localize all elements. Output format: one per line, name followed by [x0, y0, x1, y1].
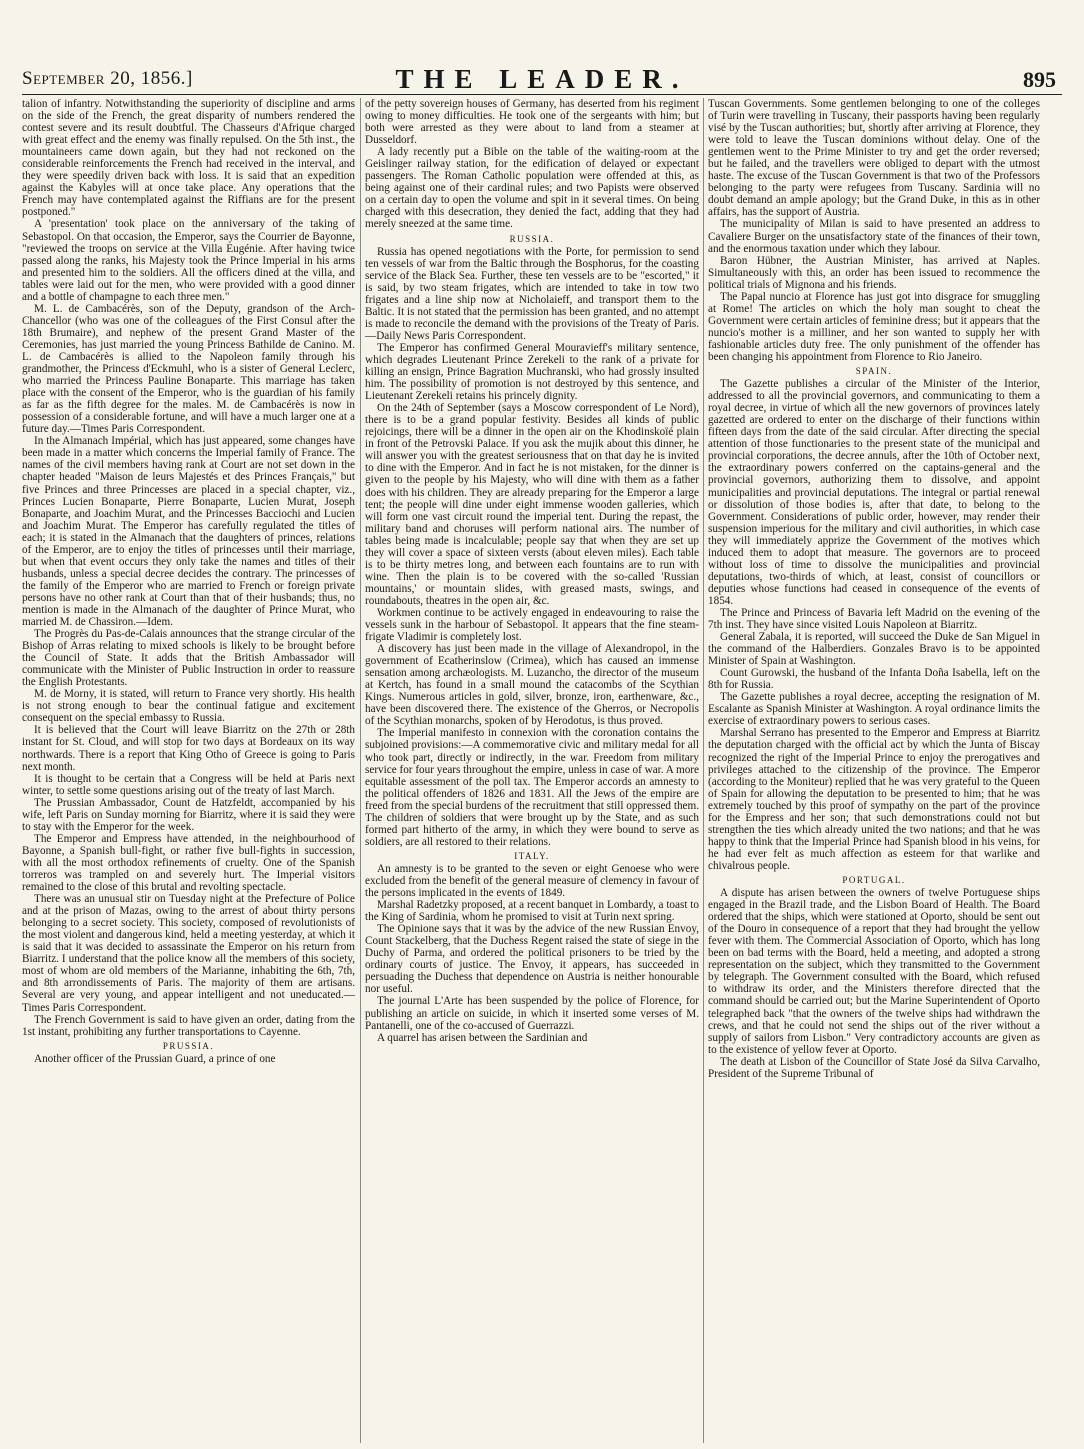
column-1 [22, 98, 355, 1448]
article-paragraph: Marshal Serrano has presented to the Emperor and Empress at Biarritz the deputation charged with the official act by which the Junta of Biscay recognized the right of the Imperial Prince to enjoy the prerogatives and privileges attached to the citizenship of the province. The Emperor (according to the Moniteur) replied that he was very grateful to the Queen of Spain for allowing the deputation to be presented to him; that he was extremely touched by this proof of sympathy on the part of the province for the Empress and her son; that such demonstrations could not but strengthen the ties which already united the two nations; and that he was happy to think that the Imperial Prince had Spanish blood in his veins, for he had ever felt as much affection as esteem for that warlike and chivalrous people. [708, 727, 1040, 872]
article-paragraph: The Emperor and Empress have attended, in the neighbourhood of Bayonne, a Spanish bull-fight, or rather five bull-fights in succession, with all the most orthodox refinements of cruelty. One of the Spanish torreros was trampled on and severely hurt. The Imperial visitors remained to the close of this brutal and revolting spectacle. [22, 832, 355, 894]
article-paragraph: On the 24th of September (says a Moscow correspondent of Le Nord), there is to be a grand popular festivity. Besides all kinds of public rejoicings, there will be a dinner in the open air on the Khodinskoïé plain in front of the Petrovski Palace. If you ask the mujik about this dinner, he will answer you with the greatest seriousness that on that day he is invited to dine with the Emperor. And in fact he is not mistaken, for the dinner is given to the people by his Majesty, who will dine with them as a father does with his children. They are already preparing for the Emperor a large tent; the people will dine under eight immense wooden galleries, which will form one vast circuit round the imperial tent. During the repast, the military band and choruses will perform national airs. The number of tables being made is incalculable; people say that when they are set up they will cover a space of sixteen versts (about eleven miles). Each table is to be thirty metres long, and between each fountains are to run with wine. Then the plain is to be covered with the so-called 'Russian mountains,' or mountain slides, with greased masts, swings, and roundabouts, theatres in the open air, &c. [365, 402, 699, 607]
article-paragraph: of the petty sovereign houses of Germany, has deserted from his regiment owing to money difficulties. He took one of the sergeants with him; but both were arrested as they were about to land from a steamer at Dusseldorf. [365, 98, 699, 147]
issue-date: September 20, 1856.] [22, 68, 193, 89]
article-paragraph: Marshal Radetzky proposed, at a recent banquet in Lombardy, a toast to the King of Sardinia, whom he promised to visit at Turin next spring. [365, 899, 699, 924]
header-rule [22, 94, 1062, 95]
article-paragraph: An amnesty is to be granted to the seven or eight Genoese who were excluded from the benefit of the general measure of clemency in favour of the persons implicated in the events of 1849. [365, 862, 699, 900]
article-paragraph: The death at Lisbon of the Councillor of State José da Silva Carvalho, President of the Supreme Tribunal of [708, 1055, 1040, 1080]
section-heading-prussia: PRUSSIA. [162, 1040, 215, 1051]
article-paragraph: The journal L'Arte has been suspended by the police of Florence, for publishing an article on suicide, in which it inserted some verses of M. Pantanelli, one of the co-accused of Guerrazzi. [365, 995, 699, 1032]
article-paragraph: The Prussian Ambassador, Count de Hatzfeldt, accompanied by his wife, left Paris on Sunday morning for Biarritz, where it is said they were to stay with the Emperor for the week. [22, 796, 355, 833]
article-paragraph: Russia has opened negotiations with the Porte, for permission to send ten vessels of war from the Baltic through the Bosphorus, for the coasting service of the Black Sea. Further, these ten vessels are to be "escorted," it is said, by two steam frigates, which are intended to take in tow two frigates and a line ship now at Nicholaieff, and transport them to the Baltic. It is not stated that the permission has been granted, and no attempt is made to reconcile the demand with the provisions of the Treaty of Paris.—Daily News Paris Correspondent. [365, 245, 699, 342]
article-paragraph: In the Almanach Impérial, which has just appeared, some changes have been made in a matter which concerns the Imperial family of France. The names of the civil members having rank at Court are not set down in the chapter headed "Maison de leurs Majestés et des Princes Français," but five Princes and three Princesses are placed in a special chapter, viz., Princes Lucien Bonaparte, Pierre Bonaparte, Lucien Murat, Joseph Bonaparte, and Joachim Murat, and the Princesses Bacciochi and Lucien and Joachim Murat. The Emperor has carefully regulated the titles of each; it is stated in the Almanach that the daughters of princes, relations of the Emperor, are to enjoy the titles of princesses until their marriage, but when that event occurs they only take the names and titles of their husbands, unless a special decree decides the contrary. The princesses of the family of the Emperor who are married to French or foreign private persons have no other rank at Court than that of their husbands; thus, no mention is made in the Almanach of the daughter of Prince Murat, who married M. de Chassiron.—Idem. [22, 435, 355, 629]
section-heading-italy: ITALY. [514, 850, 550, 861]
page-header [22, 58, 1062, 98]
page-number: 895 [1023, 67, 1056, 92]
article-paragraph: Tuscan Governments. Some gentlemen belonging to one of the colleges of Turin were travelling in Tuscany, their passports having been regularly visé by the Tuscan authorities; but, shortly after arriving at Florence, they were told to leave the Tuscan dominions without delay. One of the gentlemen went to the Prime Minister to try and get the order reversed; but he failed, and the travellers were obliged to depart with the utmost haste. The excuse of the Tuscan Government is that two of the Professors belonging to the party were refugees from Tuscany. Sardinia will no doubt demand an ample apology; but the Grand Duke, in this as in other affairs, has the support of Austria. [708, 98, 1040, 219]
article-paragraph: The Emperor has confirmed General Mouravieff's military sentence, which degrades Lieutenant Prince Zerekeli to the rank of a private for killing an ensign, Prince Bagration Muchranski, who had grossly insulted him. The possibility of promotion is not destroyed by this sentence, and Lieutenant Zerekeli retains his princely dignity. [365, 341, 699, 403]
masthead-title: THE LEADER. [395, 64, 689, 94]
section-heading-portugal: PORTUGAL. [842, 875, 906, 885]
article-paragraph: There was an unusual stir on Tuesday night at the Prefecture of Police and at the prison of Mazas, owing to the arrest of about thirty persons belonging to a secret society. This society, composed of revolutionists of the most violent and dangerous kind, held a meeting yesterday, at which it is said that it was decided to assassinate the Emperor on his return from Biarritz. I understand that the police know all the members of this society, most of whom are old members of the Marianne, inhabiting the 6th, 7th, and 8th arrondissements of Paris. The majority of them are artisans. Several are very young, and appear intelligent and not uneducated.—Times Paris Correspondent. [22, 893, 355, 1014]
column-divider [360, 98, 361, 1443]
section-heading-spain: SPAIN. [855, 366, 893, 377]
column-divider [703, 98, 704, 1443]
article-paragraph: The Gazette publishes a royal decree, accepting the resignation of M. Escalante as Spanish Minister at Washington. A royal ordinance limits the exercise of extraordinary powers to serious cases. [708, 691, 1040, 728]
article-paragraph: The Gazette publishes a circular of the Minister of the Interior, addressed to all the provincial governors, and communicating to them a royal decree, in virtue of which all the new governors of provinces lately gazetted are ordered to enter on the discharge of their functions within fifteen days from the date of the said circular. After directing the special attention of those functionaries to the present state of the municipal and provincial corporations, the decree annuls, after the 10th of October next, the extraordinary powers conferred on the captains-general and the provincial governors, authorizing them to dissolve, and appoint municipalities and provincial deputations. The integral or partial renewal or dissolution of those bodies is, after that date, to belong to the Government. Considerations of public order, however, may render their suspension imperious for the military and civil authorities, in which case they will immediately apprize the Government of the motives which induced them to adopt that measure. The governors are to proceed without loss of time to dissolve the municipalities and provincial deputations, two-thirds of which, at least, consist of councillors or deputies whose functions had ceased in consequence of the events of 1854. [708, 378, 1040, 607]
article-paragraph: Baron Hübner, the Austrian Minister, has arrived at Naples. Simultaneously with this, an order has been issued to recommence the political trials of Mignona and his friends. [708, 254, 1040, 291]
article-paragraph: The French Government is said to have given an order, dating from the 1st instant, prohibiting any further transportations to Cayenne. [22, 1013, 355, 1038]
article-paragraph: Workmen continue to be actively engaged in endeavouring to raise the vessels sunk in the harbour of Sebastopol. It appears that the fine steam-frigate Vladimir is completely lost. [365, 606, 699, 644]
article-paragraph: General Zabala, it is reported, will succeed the Duke de San Miguel in the command of the Halberdiers. Gonzales Bravo is to be appointed Minister of Spain at Washington. [708, 631, 1040, 668]
article-paragraph: A quarrel has arisen between the Sardinian and [377, 1031, 588, 1044]
article-paragraph: It is believed that the Court will leave Biarritz on the 27th or 28th instant for St. Cloud, and will stop for two days at Bordeaux on its way northwards. There is a report that King Otho of Greece is going to Paris next month. [22, 724, 355, 773]
article-paragraph: The municipality of Milan is said to have presented an address to Cavaliere Burger on the unsatisfactory state of the finances of their town, and the enormous taxation under which they labour. [708, 218, 1040, 255]
section-heading-russia: RUSSIA. [509, 233, 555, 244]
article-paragraph: A discovery has just been made in the village of Alexandropol, in the government of Ecatherinslow (Crimea), which has caused an immense sensation among archæologists. M. Luzancho, the director of the museum at Kertch, has found in a small mound the catacombs of the Scythian Kings. Numerous articles in gold, silver, bronze, iron, earthenware, &c., have been discovered there. The existence of the Gherros, or Necropolis of the Scythian monarchs, spoken of by Herodotus, is thus proved. [365, 643, 699, 728]
article-paragraph: It is thought to be certain that a Congress will be held at Paris next winter, to settle some questions arising out of the treaty of last March. [22, 772, 355, 797]
article-paragraph: The Papal nuncio at Florence has just got into disgrace for smuggling at Rome! The articles on which the holy man sought to cheat the Government were certain articles of feminine dress; but it appears that the nuncio's mother is a milliner, and her son wanted to supply her with fashionable articles duty free. The only punishment of the offender has been changing his appointment from Florence to Rio Janeiro. [708, 290, 1040, 363]
article-paragraph: The Opinione says that it was by the advice of the new Russian Envoy, Count Stackelberg, that the Duchess Regent raised the state of siege in the Duchy of Parma, and ordered the political prisoners to be tried by the ordinary courts of justice. The Envoy, it appears, has succeeded in persuading the Duchess that dependence on Austria is neither honourable nor useful. [365, 923, 699, 996]
article-paragraph: Another officer of the Prussian Guard, a prince of one [34, 1052, 276, 1065]
article-paragraph: The Progrès du Pas-de-Calais announces that the strange circular of the Bishop of Arras relating to mixed schools is likely to be brought before the Council of State. It adds that the British Ambassador will communicate with the Minister of Public Instruction in order to reassure the English Protestants. [22, 628, 355, 689]
article-paragraph: A dispute has arisen between the owners of twelve Portuguese ships engaged in the Brazil trade, and the Lisbon Board of Health. The Board ordered that the ships, which were stationed at Oporto, should be sent out of the Douro in consequence of a report that they had brought the yellow fever with them. The Commercial Association of Oporto, which has long been on bad terms with the Board, held a meeting, and adopted a strong representation on the subject, which they transmitted to the Government by telegraph. The Government consulted with the Board, which refused to withdraw its order, and the Ministers therefore directed that the command should be carried out; but the Marine Superintendent of Oporto telegraphed back "that the owners of the twelve ships had withdrawn the crews, and that he could not send the ships out of the river without a supply of sailors from Lisbon." Very contradictory accounts are given as to the existence of yellow fever at Oporto. [708, 887, 1040, 1056]
column-3 [708, 98, 1040, 1448]
article-paragraph: M. L. de Cambacérès, son of the Deputy, grandson of the Arch-Chancellor (who was one of the colleagues of the First Consul after the 18th Brumaire), and nephew of the present Grand Master of the Ceremonies, has just married the young Princess Bathilde de Canino. M. L. de Cambacérès is allied to the Napoleon family through his grandmother, the Princess d'Eckmuhl, who is a sister of General Leclerc, who married the Princess Pauline Bonaparte. This marriage has taken place with the consent of the Emperor, who is the guardian of his family as far as the fifth degree for the males. M. de Cambacérès is now in possession of a considerable fortune, and will have a much larger one at a future day.—Times Paris Correspondent. [22, 302, 355, 436]
article-paragraph: talion of infantry. Notwithstanding the superiority of discipline and arms on the side of the French, the great disparity of numbers rendered the contest severe and its result doubtful. The Chasseurs d'Afrique charged with great effect and the enemy was finally repulsed. On the 5th inst., the mountaineers came down again, but they had not reckoned on the considerable reinforcements the French had received in the interval, and they were speedily driven back with loss. It is said that an expedition against the Kabyles will at once take place. Any operations that the French may have contemplated against the Riffians are for the present postponed." [22, 98, 355, 219]
article-paragraph: The Prince and Princess of Bavaria left Madrid on the evening of the 7th inst. They have since visited Louis Napoleon at Biarritz. [708, 606, 1040, 632]
article-paragraph: A 'presentation' took place on the anniversary of the taking of Sebastopol. On that occasion, the Emperor, says the Courrier de Bayonne, "reviewed the troops on service at the Villa Eugénie. After having twice passed along the ranks, his Majesty took the Prince Imperial in his arms and presented him to the soldiers. All the officers dined at the villa, and tables were laid out for the men, who were provided with a good dinner and a bottle of champagne to each three men." [22, 218, 355, 303]
article-paragraph: M. de Morny, it is stated, will return to France very shortly. His health is not strong enough to bear the continual fatigue and excitement consequent on the special embassy to Russia. [22, 688, 355, 725]
article-paragraph: A lady recently put a Bible on the table of the waiting-room at the Geislinger railway station, for the edification of delayed or expectant passengers. The Roman Catholic population were offended at this, as being against one of their cardinal rules; and two Papists were observed on a certain day to open the volume and spit in it several times. On being charged with this desecration, they denied the fact, adding that they had merely sneezed at the same time. [365, 146, 699, 231]
article-paragraph: The Imperial manifesto in connexion with the coronation contains the subjoined provisions:—A commemorative civic and military medal for all who took part, directly or indirectly, in the war. Freedom from military service for four years throughout the empire, unless in case of war. A more equitable assessment of the poll tax. The Emperor accords an amnesty to the political offenders of 1826 and 1831. All the Jews of the empire are freed from the special burdens of the recruitment that still oppressed them. The children of soldiers that were brought up by the State, and as such formed part hitherto of the army, in which they were bound to serve as soldiers, are all restored to their relations. [365, 727, 699, 848]
article-paragraph: Count Gurowski, the husband of the Infanta Doña Isabella, left on the 8th for Russia. [708, 667, 1040, 692]
column-2 [365, 98, 699, 1448]
